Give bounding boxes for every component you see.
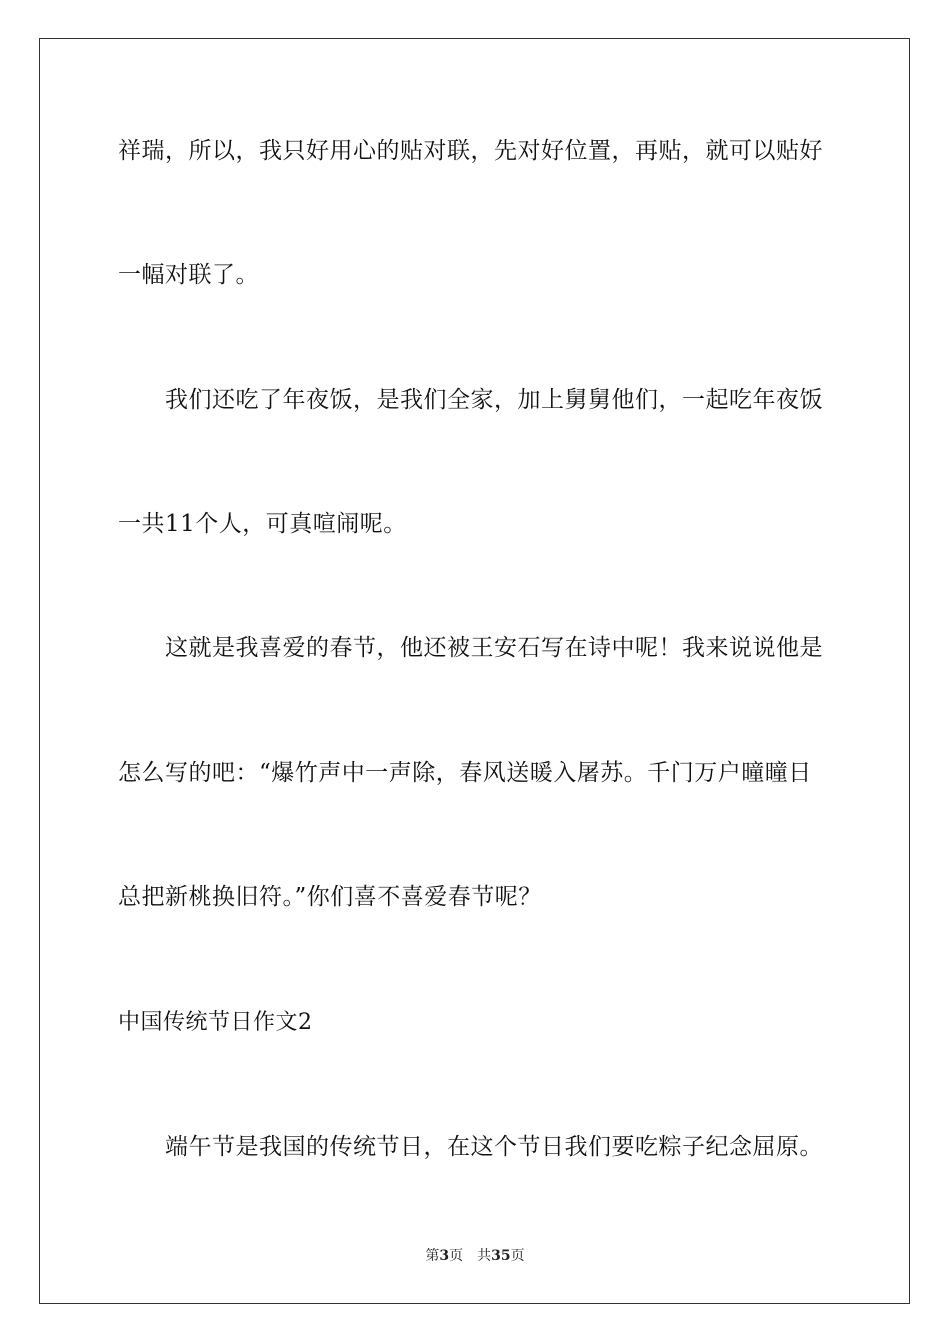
total-label-suffix: 页 [510,1248,525,1264]
paragraph-line-1: 祥瑞，所以，我只好用心的贴对联，先对好位置，再贴，就可以贴好 [118,138,823,164]
paragraph-line-7: 总把新桃换旧符。”你们喜不喜爱春节呢？ [118,884,542,910]
page-number: 3 [439,1248,450,1264]
total-pages: 35 [491,1248,511,1264]
paragraph-line-8: 端午节是我国的传统节日，在这个节日我们要吃粽子纪念屈原。 [165,1134,823,1160]
paragraph-line-4: 一共11个人，可真喧闹呢。 [118,511,407,537]
paragraph-line-6: 怎么写的吧：“爆竹声中一声除，春风送暖入屠苏。千门万户曈曈日 [118,760,812,786]
page-label-suffix: 页 [449,1248,464,1264]
paragraph-line-3: 我们还吃了年夜饭，是我们全家，加上舅舅他们，一起吃年夜饭 [165,387,823,413]
page-footer [0,1246,950,1266]
paragraph-line-5: 这就是我喜爱的春节，他还被王安石写在诗中呢！我来说说他是 [165,635,823,661]
page-border [39,38,910,1304]
paragraph-line-2: 一幅对联了。 [118,262,259,288]
total-label-prefix: 共 [477,1248,492,1264]
page-label-prefix: 第 [425,1248,440,1264]
section-heading: 中国传统节日作文2 [118,1010,313,1035]
